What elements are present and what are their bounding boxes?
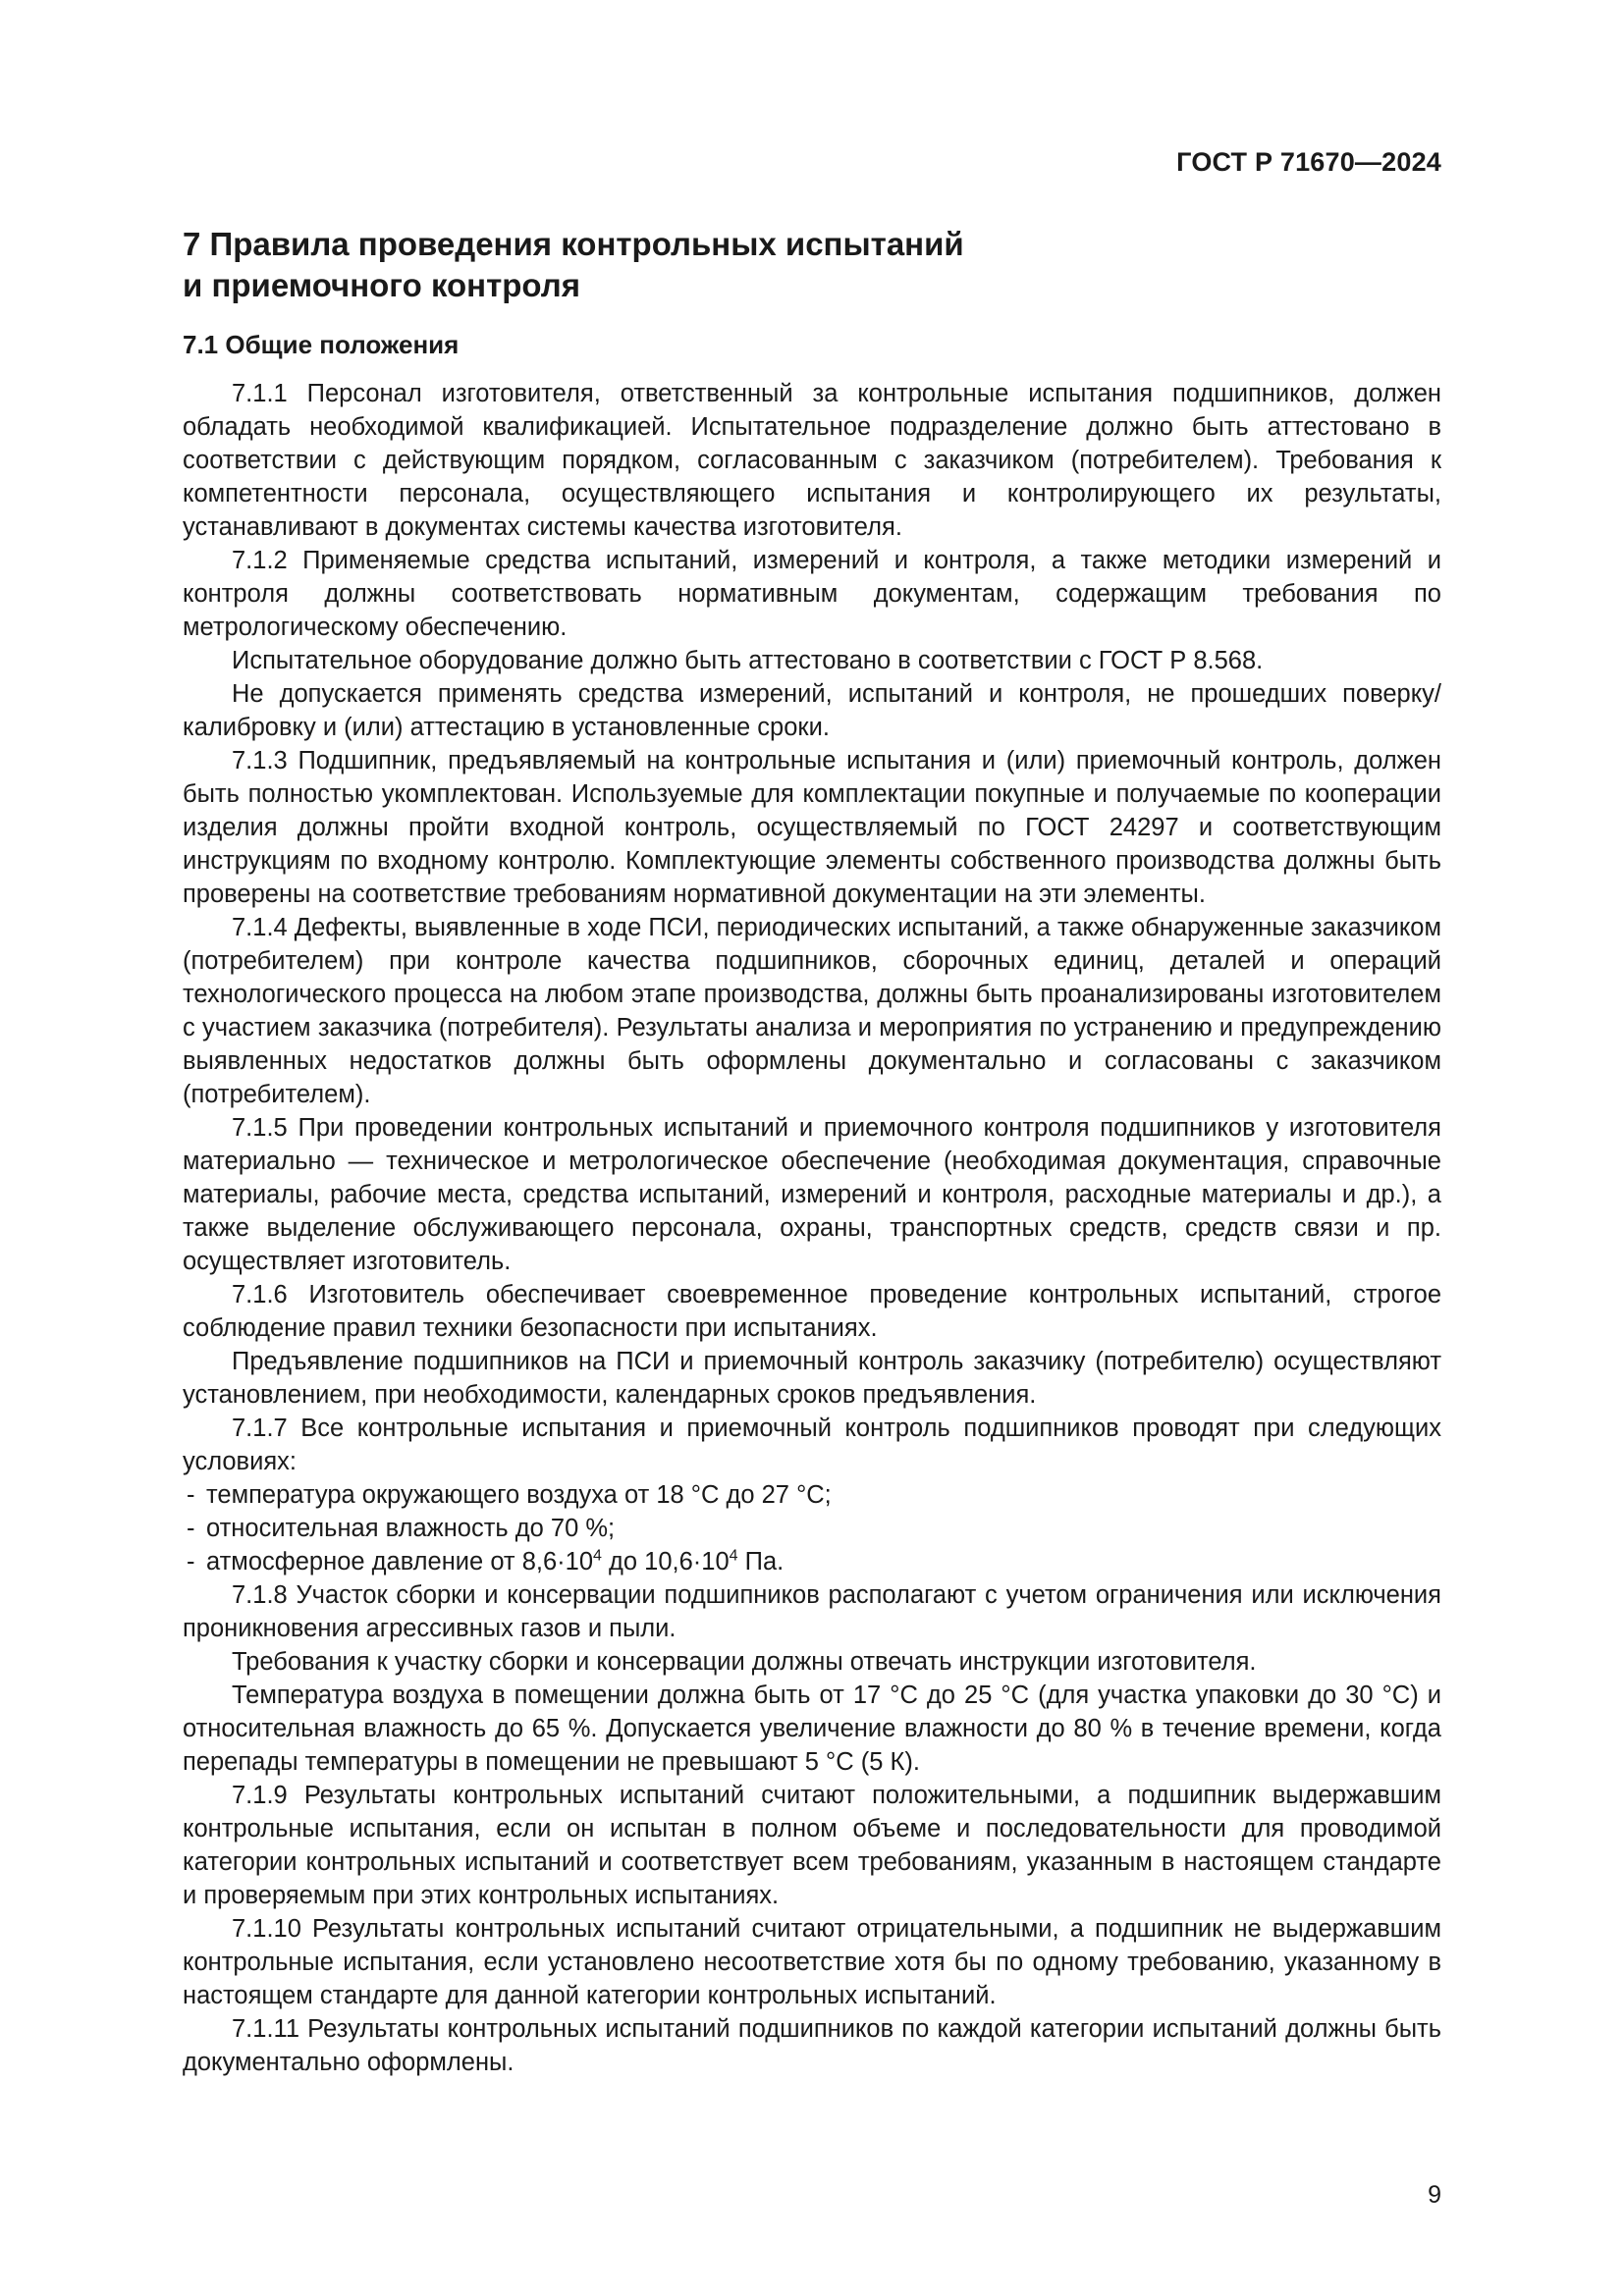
condition-pressure-text-c: Па. [737, 1548, 785, 1575]
paragraph-room-climate: Температура воздуха в помещении должна быть от 17 °С до 25 °С (для участка упаковки до 30 °С) и относительная влажность до 65 %. Допускается увеличение влажности до 80 % в течение времени, когда перепады температуры в помещении не превышают 5 °С (5 К). [183, 1682, 1441, 1776]
condition-humidity-text: относительная влажность до 70 %; [206, 1515, 616, 1542]
condition-temperature [183, 1478, 1441, 1512]
list-dash: - [187, 1548, 195, 1575]
paragraph-7-1-10: 7.1.10 Результаты контрольных испытаний считают отрицательными, а подшипник не выдержавшим контрольные испытания, если установлено несоответствие хотя бы по одному требованию, указанному в настоящем стандарте для данной категории контрольных испытаний. [183, 1915, 1441, 2009]
paragraph-test-equipment: Испытательное оборудование должно быть аттестовано в соответствии с ГОСТ Р 8.568. [232, 647, 1264, 674]
list-dash: - [187, 1515, 195, 1542]
paragraph-presentation: Предъявление подшипников на ПСИ и приемочный контроль заказчику (потребителю) осуществляют установлением, при необходимости, календарных сроков предъявления. [183, 1348, 1441, 1409]
paragraph-7-1-5: 7.1.5 При проведении контрольных испытаний и приемочного контроля подшипников у изготовителя материально — техническое и метрологическое обеспечение (необходимая документация, справочные материалы, рабочие места, средства испытаний, измерений и контроля, расходные материалы и др.), а также выделение обслуживающего персонала, охраны, транспортных средств, средств связи и пр. осуществляет изготовитель. [183, 1114, 1441, 1275]
document-code: ГОСТ Р 71670—2024 [1176, 147, 1441, 177]
list-dash: - [187, 1481, 195, 1509]
subsection-title: 7.1 Общие положения [183, 330, 460, 359]
section-title-line2: и приемочного контроля [183, 267, 580, 303]
paragraph-7-1-6: 7.1.6 Изготовитель обеспечивает своевременное проведение контрольных испытаний, строгое соблюдение правил техники безопасности при испытаниях. [183, 1281, 1441, 1342]
page-content [183, 224, 1441, 2079]
condition-pressure [183, 1545, 1441, 1578]
section-title [183, 224, 1441, 306]
paragraph-7-1-3: 7.1.3 Подшипник, предъявляемый на контрольные испытания и (или) приемочный контроль, должен быть полностью укомплектован. Используемые для комплектации покупные и получаемые по кооперации изделия должны пройти входной контроль, осуществляемый по ГОСТ 24297 и соответствующим инструкциям по входному контролю. Комплектующие элементы собственного производства должны быть проверены на соответствие требованиям нормативной документации на эти элементы. [183, 747, 1441, 908]
condition-pressure-exponent-2: 4 [729, 1547, 738, 1565]
condition-pressure-text-b: до 10,6·10 [601, 1548, 730, 1575]
page-number: 9 [1428, 2181, 1441, 2209]
section-title-line1: 7 Правила проведения контрольных испытаний [183, 226, 964, 262]
paragraph-calibration: Не допускается применять средства измерений, испытаний и контроля, не прошедших поверку/калибровку и (или) аттестацию в установленные сроки. [183, 680, 1441, 741]
condition-humidity [183, 1512, 1441, 1545]
condition-pressure-exponent-1: 4 [593, 1547, 602, 1565]
paragraph-7-1-11: 7.1.11 Результаты контрольных испытаний подшипников по каждой категории испытаний должны быть документально оформлены. [183, 2015, 1441, 2076]
paragraph-7-1-9: 7.1.9 Результаты контрольных испытаний считают положительными, а подшипник выдержавшим контрольные испытания, если он испытан в полном объеме и последовательности для проводимой категории контрольных испытаний и соответствует всем требованиям, указанным в настоящем стандарте и проверяемым при этих контрольных испытаниях. [183, 1782, 1441, 1909]
paragraph-7-1-8: 7.1.8 Участок сборки и консервации подшипников располагают с учетом ограничения или исключения проникновения агрессивных газов и пыли. [183, 1581, 1441, 1642]
paragraph-7-1-2: 7.1.2 Применяемые средства испытаний, измерений и контроля, а также методики измерений и контроля должны соответствовать нормативным документам, содержащим требования по метрологическому обеспечению. [183, 547, 1441, 641]
condition-pressure-text-a: атмосферное давление от 8,6·10 [206, 1548, 594, 1575]
paragraph-7-1-1: 7.1.1 Персонал изготовителя, ответственный за контрольные испытания подшипников, должен обладать необходимой квалификацией. Испытательное подразделение должно быть аттестовано в соответствии с действующим порядком, согласованным с заказчиком (потребителем). Требования к компетентности персонала, осуществляющего испытания и контролирующего их результаты, устанавливают в документах системы качества изготовителя. [183, 380, 1441, 541]
paragraph-assembly-requirements: Требования к участку сборки и консервации должны отвечать инструкции изготовителя. [232, 1648, 1257, 1676]
condition-temperature-text: температура окружающего воздуха от 18 °С до 27 °С; [206, 1481, 832, 1509]
paragraph-7-1-7: 7.1.7 Все контрольные испытания и приемочный контроль подшипников проводят при следующих условиях: [183, 1415, 1441, 1475]
paragraph-7-1-4: 7.1.4 Дефекты, выявленные в ходе ПСИ, периодических испытаний, а также обнаруженные заказчиком (потребителем) при контроле качества подшипников, сборочных единиц, деталей и операций технологического процесса на любом этапе производства, должны быть проанализированы изготовителем с участием заказчика (потребителя). Результаты анализа и мероприятия по устранению и предупреждению выявленных недостатков должны быть оформлены документально и согласованы с заказчиком (потребителем). [183, 914, 1441, 1108]
